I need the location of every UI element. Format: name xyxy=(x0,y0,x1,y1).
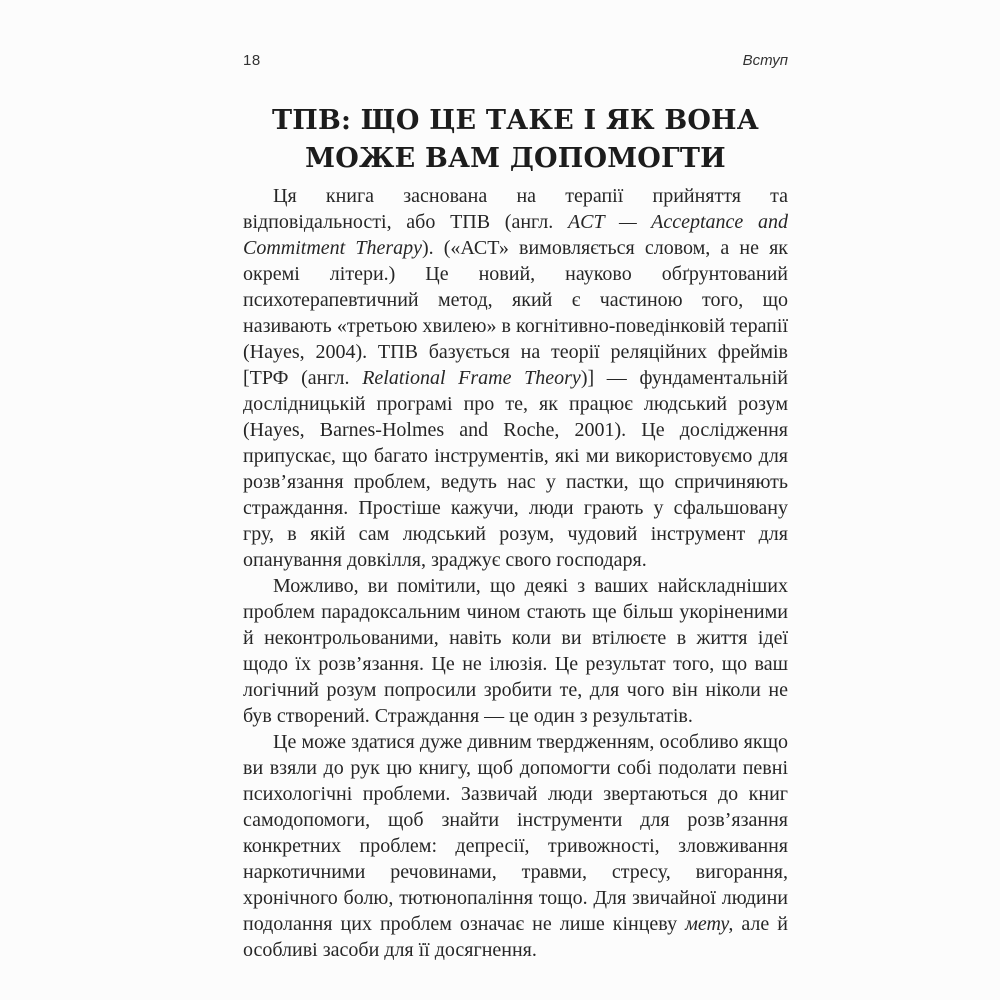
italic-text-segment: ACT — Acceptance and Commitment Therapy xyxy=(243,211,788,259)
chapter-title-line-1: ТПВ: ЩО ЦЕ ТАКЕ І ЯК ВОНА xyxy=(272,105,759,136)
text-segment: Можливо, ви помітили, що деякі з ваших найскладніших проблем парадоксальним чином стають ще більш укоріненими й неконтрольованими, навіть коли ви втілюєте в життя ідеї щодо їх розв’язання. Це не ілюзія. Це результат того, що ваш логічний розум попросили зробити те, для чого він ніколи не був створений. Страждання — це один з результатів. xyxy=(243,575,788,727)
text-segment: але й особливі засоби для її досягнення. xyxy=(243,913,788,961)
italic-text-segment: Relational Frame Theory xyxy=(362,367,581,389)
running-head xyxy=(243,52,788,69)
text-segment: Це може здатися дуже дивним твердженням, особливо якщо ви взяли до рук цю книгу, щоб допомогти собі подолати певні психологічні проблеми. Зазвичай люди звертаються до книг самодопомоги, щоб знайти інструменти для розв’язання конкретних проблем: депресії, тривожності, зловживання наркотичними речовинами, травми, стресу, вигорання, хронічного болю, тютюнопаління тощо. Для звичайної людини подолання цих проблем означає не лише кінцеву xyxy=(243,731,788,935)
paragraph xyxy=(243,729,788,963)
body-text xyxy=(243,183,788,963)
section-title: Вступ xyxy=(742,52,788,69)
text-column xyxy=(243,0,788,963)
text-segment: Ця книга заснована на терапії прийняття та відповідальності, або ТПВ (англ. xyxy=(243,185,788,233)
text-segment: )] — фундаментальній дослідницькій програмі про те, як працює людський розум (Hayes, Barnes-Holmes and Roche, 2001). Це дослідження припускає, що багато інструментів, які ми використовуємо для розв’язання проблем, ведуть нас у пастки, що спричиняють страждання. Простіше кажучи, люди грають у сфальшовану гру, в якій сам людський розум, чудовий інструмент для опанування довкілля, зраджує свого господаря. xyxy=(243,367,788,571)
chapter-title-line-2: МОЖЕ ВАМ ДОПОМОГТИ xyxy=(305,143,726,174)
text-segment: ). («АСТ» вимовляється словом, а не як окремі літери.) Це новий, науково обґрунтований психотерапевтичний метод, який є частиною того, що називають «третьою хвилею» в когнітивно-поведінковій терапії (Hayes, 2004). ТПВ базується на теорії реляційних фреймів [ТРФ (англ. xyxy=(243,237,788,389)
italic-text-segment: мету, xyxy=(685,913,734,935)
paragraph xyxy=(243,183,788,573)
chapter-title xyxy=(243,102,788,178)
page-number: 18 xyxy=(243,52,261,69)
paragraph xyxy=(243,573,788,729)
